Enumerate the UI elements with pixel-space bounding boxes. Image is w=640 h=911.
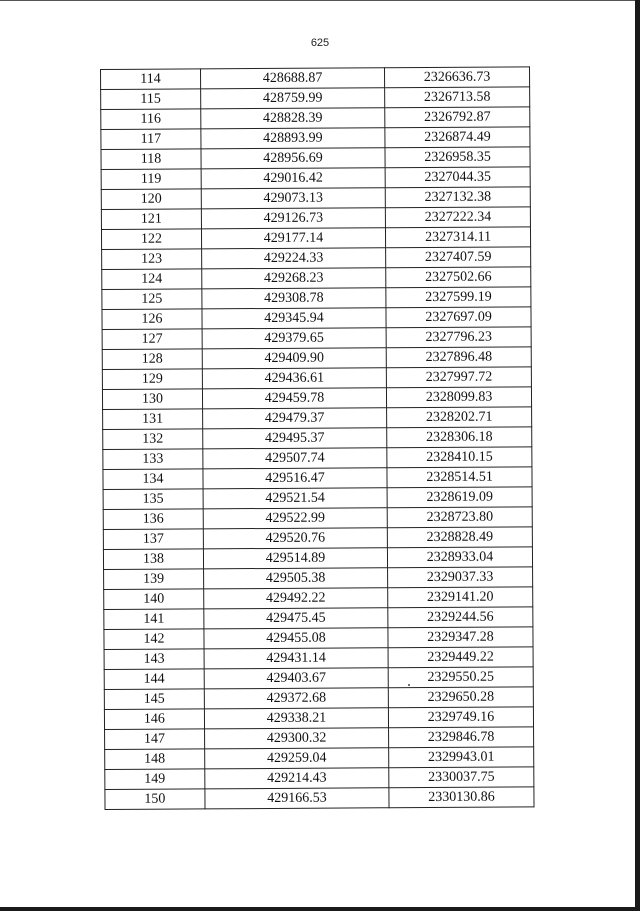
y-coordinate-cell: 2330130.86: [389, 787, 534, 808]
point-id-cell: 119: [101, 169, 201, 190]
table-row: [103, 527, 532, 550]
y-coordinate-cell: 2328410.15: [387, 447, 532, 468]
point-id-cell: 134: [103, 469, 203, 490]
table-row: [104, 587, 533, 610]
point-id-cell: 115: [101, 89, 201, 110]
point-id-cell: 149: [105, 769, 205, 790]
x-coordinate-cell: 429403.67: [204, 668, 388, 689]
x-coordinate-cell: 429505.38: [203, 568, 387, 589]
point-id-cell: 120: [101, 189, 201, 210]
point-id-cell: 130: [102, 389, 202, 410]
point-id-cell: 142: [104, 629, 204, 650]
table-row: [104, 607, 533, 630]
y-coordinate-cell: 2329347.28: [388, 627, 533, 648]
point-id-cell: 132: [103, 429, 203, 450]
x-coordinate-cell: 429268.23: [202, 268, 386, 289]
y-coordinate-cell: 2327407.59: [386, 247, 531, 268]
table-row: [105, 727, 534, 750]
point-id-cell: 123: [102, 249, 202, 270]
y-coordinate-cell: 2327502.66: [386, 267, 531, 288]
y-coordinate-cell: 2328514.51: [387, 467, 532, 488]
y-coordinate-cell: 2326713.58: [385, 87, 530, 108]
table-row: [105, 747, 534, 770]
y-coordinate-cell: 2328202.71: [387, 407, 532, 428]
x-coordinate-cell: 429516.47: [203, 468, 387, 489]
x-coordinate-cell: 429214.43: [205, 768, 389, 789]
table-row: [105, 767, 534, 790]
table-row: [103, 447, 532, 470]
page-right-edge: [635, 0, 640, 911]
x-coordinate-cell: 429259.04: [205, 748, 389, 769]
y-coordinate-cell: 2328099.83: [387, 387, 532, 408]
table-row: [103, 427, 532, 450]
y-coordinate-cell: 2327044.35: [385, 167, 530, 188]
x-coordinate-cell: 429166.53: [205, 788, 389, 809]
table-row: [104, 707, 533, 730]
x-coordinate-cell: 429520.76: [203, 528, 387, 549]
table-row: [101, 187, 530, 210]
table-row: [101, 127, 530, 150]
point-id-cell: 125: [102, 289, 202, 310]
point-id-cell: 116: [101, 109, 201, 130]
table-row: [102, 287, 531, 310]
point-id-cell: 148: [105, 749, 205, 770]
x-coordinate-cell: 429455.08: [204, 628, 388, 649]
scan-speck: [408, 684, 410, 686]
y-coordinate-cell: 2327314.11: [386, 227, 531, 248]
page-number: 625: [310, 37, 330, 49]
x-coordinate-cell: 428893.99: [201, 128, 385, 149]
x-coordinate-cell: 428688.87: [200, 68, 384, 89]
y-coordinate-cell: 2329244.56: [388, 607, 533, 628]
point-id-cell: 117: [101, 129, 201, 150]
x-coordinate-cell: 428956.69: [201, 148, 385, 169]
y-coordinate-cell: 2327896.48: [386, 347, 531, 368]
y-coordinate-cell: 2327132.38: [385, 187, 530, 208]
x-coordinate-cell: 429522.99: [203, 508, 387, 529]
point-id-cell: 137: [103, 529, 203, 550]
x-coordinate-cell: 429479.37: [202, 408, 386, 429]
coordinates-table: [100, 66, 535, 810]
x-coordinate-cell: 429475.45: [204, 608, 388, 629]
y-coordinate-cell: 2328933.04: [388, 547, 533, 568]
x-coordinate-cell: 429507.74: [203, 448, 387, 469]
x-coordinate-cell: 429308.78: [202, 288, 386, 309]
x-coordinate-cell: 429492.22: [204, 588, 388, 609]
point-id-cell: 139: [104, 569, 204, 590]
y-coordinate-cell: 2328723.80: [387, 507, 532, 528]
y-coordinate-cell: 2327697.09: [386, 307, 531, 328]
table-row: [104, 647, 533, 670]
table-row: [101, 107, 530, 130]
x-coordinate-cell: 429016.42: [201, 168, 385, 189]
x-coordinate-cell: 429495.37: [203, 428, 387, 449]
table-row: [102, 247, 531, 270]
y-coordinate-cell: 2328828.49: [387, 527, 532, 548]
x-coordinate-cell: 429224.33: [201, 248, 385, 269]
y-coordinate-cell: 2329943.01: [389, 747, 534, 768]
point-id-cell: 122: [101, 229, 201, 250]
y-coordinate-cell: 2329550.25: [388, 667, 533, 688]
x-coordinate-cell: 429459.78: [202, 388, 386, 409]
y-coordinate-cell: 2327997.72: [386, 367, 531, 388]
table-row: [104, 567, 533, 590]
table-row: [101, 207, 530, 230]
table-row: [105, 787, 534, 810]
y-coordinate-cell: 2329650.28: [388, 687, 533, 708]
x-coordinate-cell: 429073.13: [201, 188, 385, 209]
point-id-cell: 128: [102, 349, 202, 370]
y-coordinate-cell: 2326958.35: [385, 147, 530, 168]
y-coordinate-cell: 2326874.49: [385, 127, 530, 148]
y-coordinate-cell: 2327222.34: [385, 207, 530, 228]
coordinates-table-body: [101, 67, 535, 810]
table-row: [103, 407, 532, 430]
y-coordinate-cell: 2328306.18: [387, 427, 532, 448]
x-coordinate-cell: 428828.39: [201, 108, 385, 129]
page-bottom-edge: [0, 907, 640, 911]
x-coordinate-cell: 429431.14: [204, 648, 388, 669]
point-id-cell: 129: [102, 369, 202, 390]
y-coordinate-cell: 2326792.87: [385, 107, 530, 128]
point-id-cell: 133: [103, 449, 203, 470]
x-coordinate-cell: 429338.21: [204, 708, 388, 729]
table-row: [101, 87, 530, 110]
point-id-cell: 140: [104, 589, 204, 610]
point-id-cell: 114: [101, 69, 201, 90]
point-id-cell: 138: [103, 549, 203, 570]
x-coordinate-cell: 428759.99: [200, 88, 384, 109]
point-id-cell: 143: [104, 649, 204, 670]
point-id-cell: 121: [101, 209, 201, 230]
point-id-cell: 135: [103, 489, 203, 510]
table-row: [103, 507, 532, 530]
table-row: [102, 367, 531, 390]
y-coordinate-cell: 2330037.75: [389, 767, 534, 788]
x-coordinate-cell: 429345.94: [202, 308, 386, 329]
point-id-cell: 146: [104, 709, 204, 730]
x-coordinate-cell: 429379.65: [202, 328, 386, 349]
x-coordinate-cell: 429126.73: [201, 208, 385, 229]
y-coordinate-cell: 2327796.23: [386, 327, 531, 348]
y-coordinate-cell: 2326636.73: [385, 67, 530, 88]
x-coordinate-cell: 429521.54: [203, 488, 387, 509]
point-id-cell: 126: [102, 309, 202, 330]
table-row: [102, 307, 531, 330]
y-coordinate-cell: 2329037.33: [388, 567, 533, 588]
table-row: [104, 667, 533, 690]
y-coordinate-cell: 2328619.09: [387, 487, 532, 508]
table-row: [101, 167, 530, 190]
table-row: [104, 687, 533, 710]
y-coordinate-cell: 2329749.16: [389, 707, 534, 728]
y-coordinate-cell: 2329449.22: [388, 647, 533, 668]
table-row: [103, 487, 532, 510]
point-id-cell: 145: [104, 689, 204, 710]
page-top-edge: [0, 0, 640, 1]
point-id-cell: 127: [102, 329, 202, 350]
table-row: [104, 627, 533, 650]
x-coordinate-cell: 429372.68: [204, 688, 388, 709]
table-row: [102, 347, 531, 370]
x-coordinate-cell: 429409.90: [202, 348, 386, 369]
table-row: [103, 547, 532, 570]
point-id-cell: 136: [103, 509, 203, 530]
table-row: [101, 67, 530, 90]
table-row: [101, 227, 530, 250]
coordinates-table-wrapper: [100, 66, 535, 810]
point-id-cell: 150: [105, 789, 205, 810]
point-id-cell: 124: [102, 269, 202, 290]
x-coordinate-cell: 429177.14: [201, 228, 385, 249]
point-id-cell: 144: [104, 669, 204, 690]
table-row: [101, 147, 530, 170]
table-row: [103, 467, 532, 490]
table-row: [102, 327, 531, 350]
table-row: [102, 267, 531, 290]
point-id-cell: 118: [101, 149, 201, 170]
x-coordinate-cell: 429300.32: [204, 728, 388, 749]
point-id-cell: 141: [104, 609, 204, 630]
y-coordinate-cell: 2329141.20: [388, 587, 533, 608]
x-coordinate-cell: 429436.61: [202, 368, 386, 389]
table-row: [102, 387, 531, 410]
y-coordinate-cell: 2329846.78: [389, 727, 534, 748]
y-coordinate-cell: 2327599.19: [386, 287, 531, 308]
x-coordinate-cell: 429514.89: [203, 548, 387, 569]
point-id-cell: 131: [103, 409, 203, 430]
point-id-cell: 147: [105, 729, 205, 750]
